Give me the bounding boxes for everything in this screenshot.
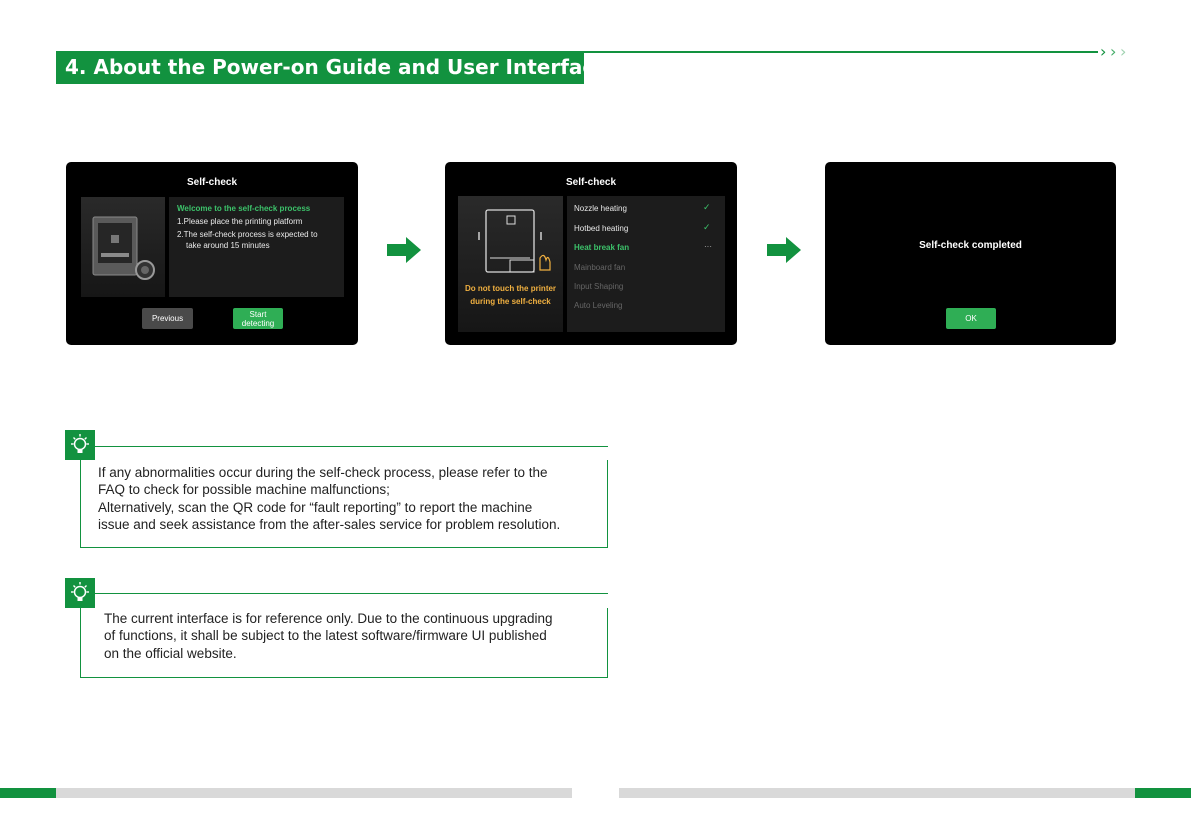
footer-bar <box>56 788 572 798</box>
check-item-label-pending: Mainboard fan <box>574 263 626 272</box>
screen-title: Self-check <box>565 177 617 188</box>
lightbulb-icon <box>65 578 95 608</box>
footer-bar <box>619 788 1135 798</box>
screen-title: Self-check <box>186 177 238 188</box>
tip-text <box>98 464 560 533</box>
footer-accent <box>0 788 56 798</box>
instruction-line: 1.Please place the printing platform <box>177 217 303 226</box>
printer-image <box>81 197 165 297</box>
tip-line: Alternatively, scan the QR code for “fault reporting” to report the machine <box>98 499 533 515</box>
check-icon: ✓ <box>703 202 711 212</box>
info-panel <box>169 197 344 297</box>
check-item-label-active: Heat break fan <box>574 243 630 252</box>
tip-text <box>104 610 553 662</box>
tip-line: of functions, it shall be subject to the latest software/firmware UI published <box>104 628 547 644</box>
printer-icon <box>458 196 563 332</box>
screen-self-check-completed <box>825 162 1116 345</box>
tip-line: issue and seek assistance from the after-sales service for problem resolution. <box>98 516 561 532</box>
chevron-right-icon: › <box>1120 42 1127 61</box>
check-item-label-pending: Auto Leveling <box>574 301 623 310</box>
check-list <box>567 196 725 332</box>
instruction-line: 2.The self-check process is expected to <box>177 230 318 239</box>
previous-button[interactable]: Previous <box>142 308 193 329</box>
start-label: detecting <box>241 318 275 328</box>
loading-dots-icon: ··· <box>704 242 712 251</box>
title-rule <box>584 51 1098 53</box>
tip-rule <box>95 593 608 594</box>
screen-self-check-start <box>66 162 358 345</box>
start-detecting-button[interactable] <box>233 308 283 329</box>
check-icon: ✓ <box>703 222 711 232</box>
screen-self-check-progress <box>445 162 737 345</box>
check-item-label-pending: Input Shaping <box>574 282 624 291</box>
lightbulb-icon <box>65 430 95 460</box>
start-label: Start <box>249 309 267 319</box>
warning-text: Do not touch the printer <box>464 284 557 293</box>
printer-image <box>458 196 563 332</box>
arrow-right-icon <box>387 237 421 263</box>
tip-line: FAQ to check for possible machine malfunctions; <box>98 482 390 498</box>
footer-accent <box>1135 788 1191 798</box>
arrow-right-icon <box>767 237 801 263</box>
instruction-line: take around 15 minutes <box>186 241 270 250</box>
tip-line: If any abnormalities occur during the self-check process, please refer to the <box>98 465 548 480</box>
completion-message: Self-check completed <box>919 240 1022 251</box>
section-title: 4. About the Power-on Guide and User Interface <box>56 51 584 84</box>
chevron-right-icon: › <box>1110 42 1117 61</box>
printer-icon <box>81 197 165 297</box>
check-item-label: Nozzle heating <box>574 204 627 213</box>
tip-line: The current interface is for reference only. Due to the continuous upgrading <box>104 611 553 626</box>
warning-text: during the self-check <box>470 297 551 306</box>
ok-button[interactable]: OK <box>946 308 996 329</box>
tip-line: on the official website. <box>104 645 237 661</box>
chevron-right-icon: › <box>1100 42 1107 61</box>
check-item-label: Hotbed heating <box>574 224 629 233</box>
welcome-heading: Welcome to the self-check process <box>177 204 311 213</box>
tip-rule <box>95 446 608 447</box>
